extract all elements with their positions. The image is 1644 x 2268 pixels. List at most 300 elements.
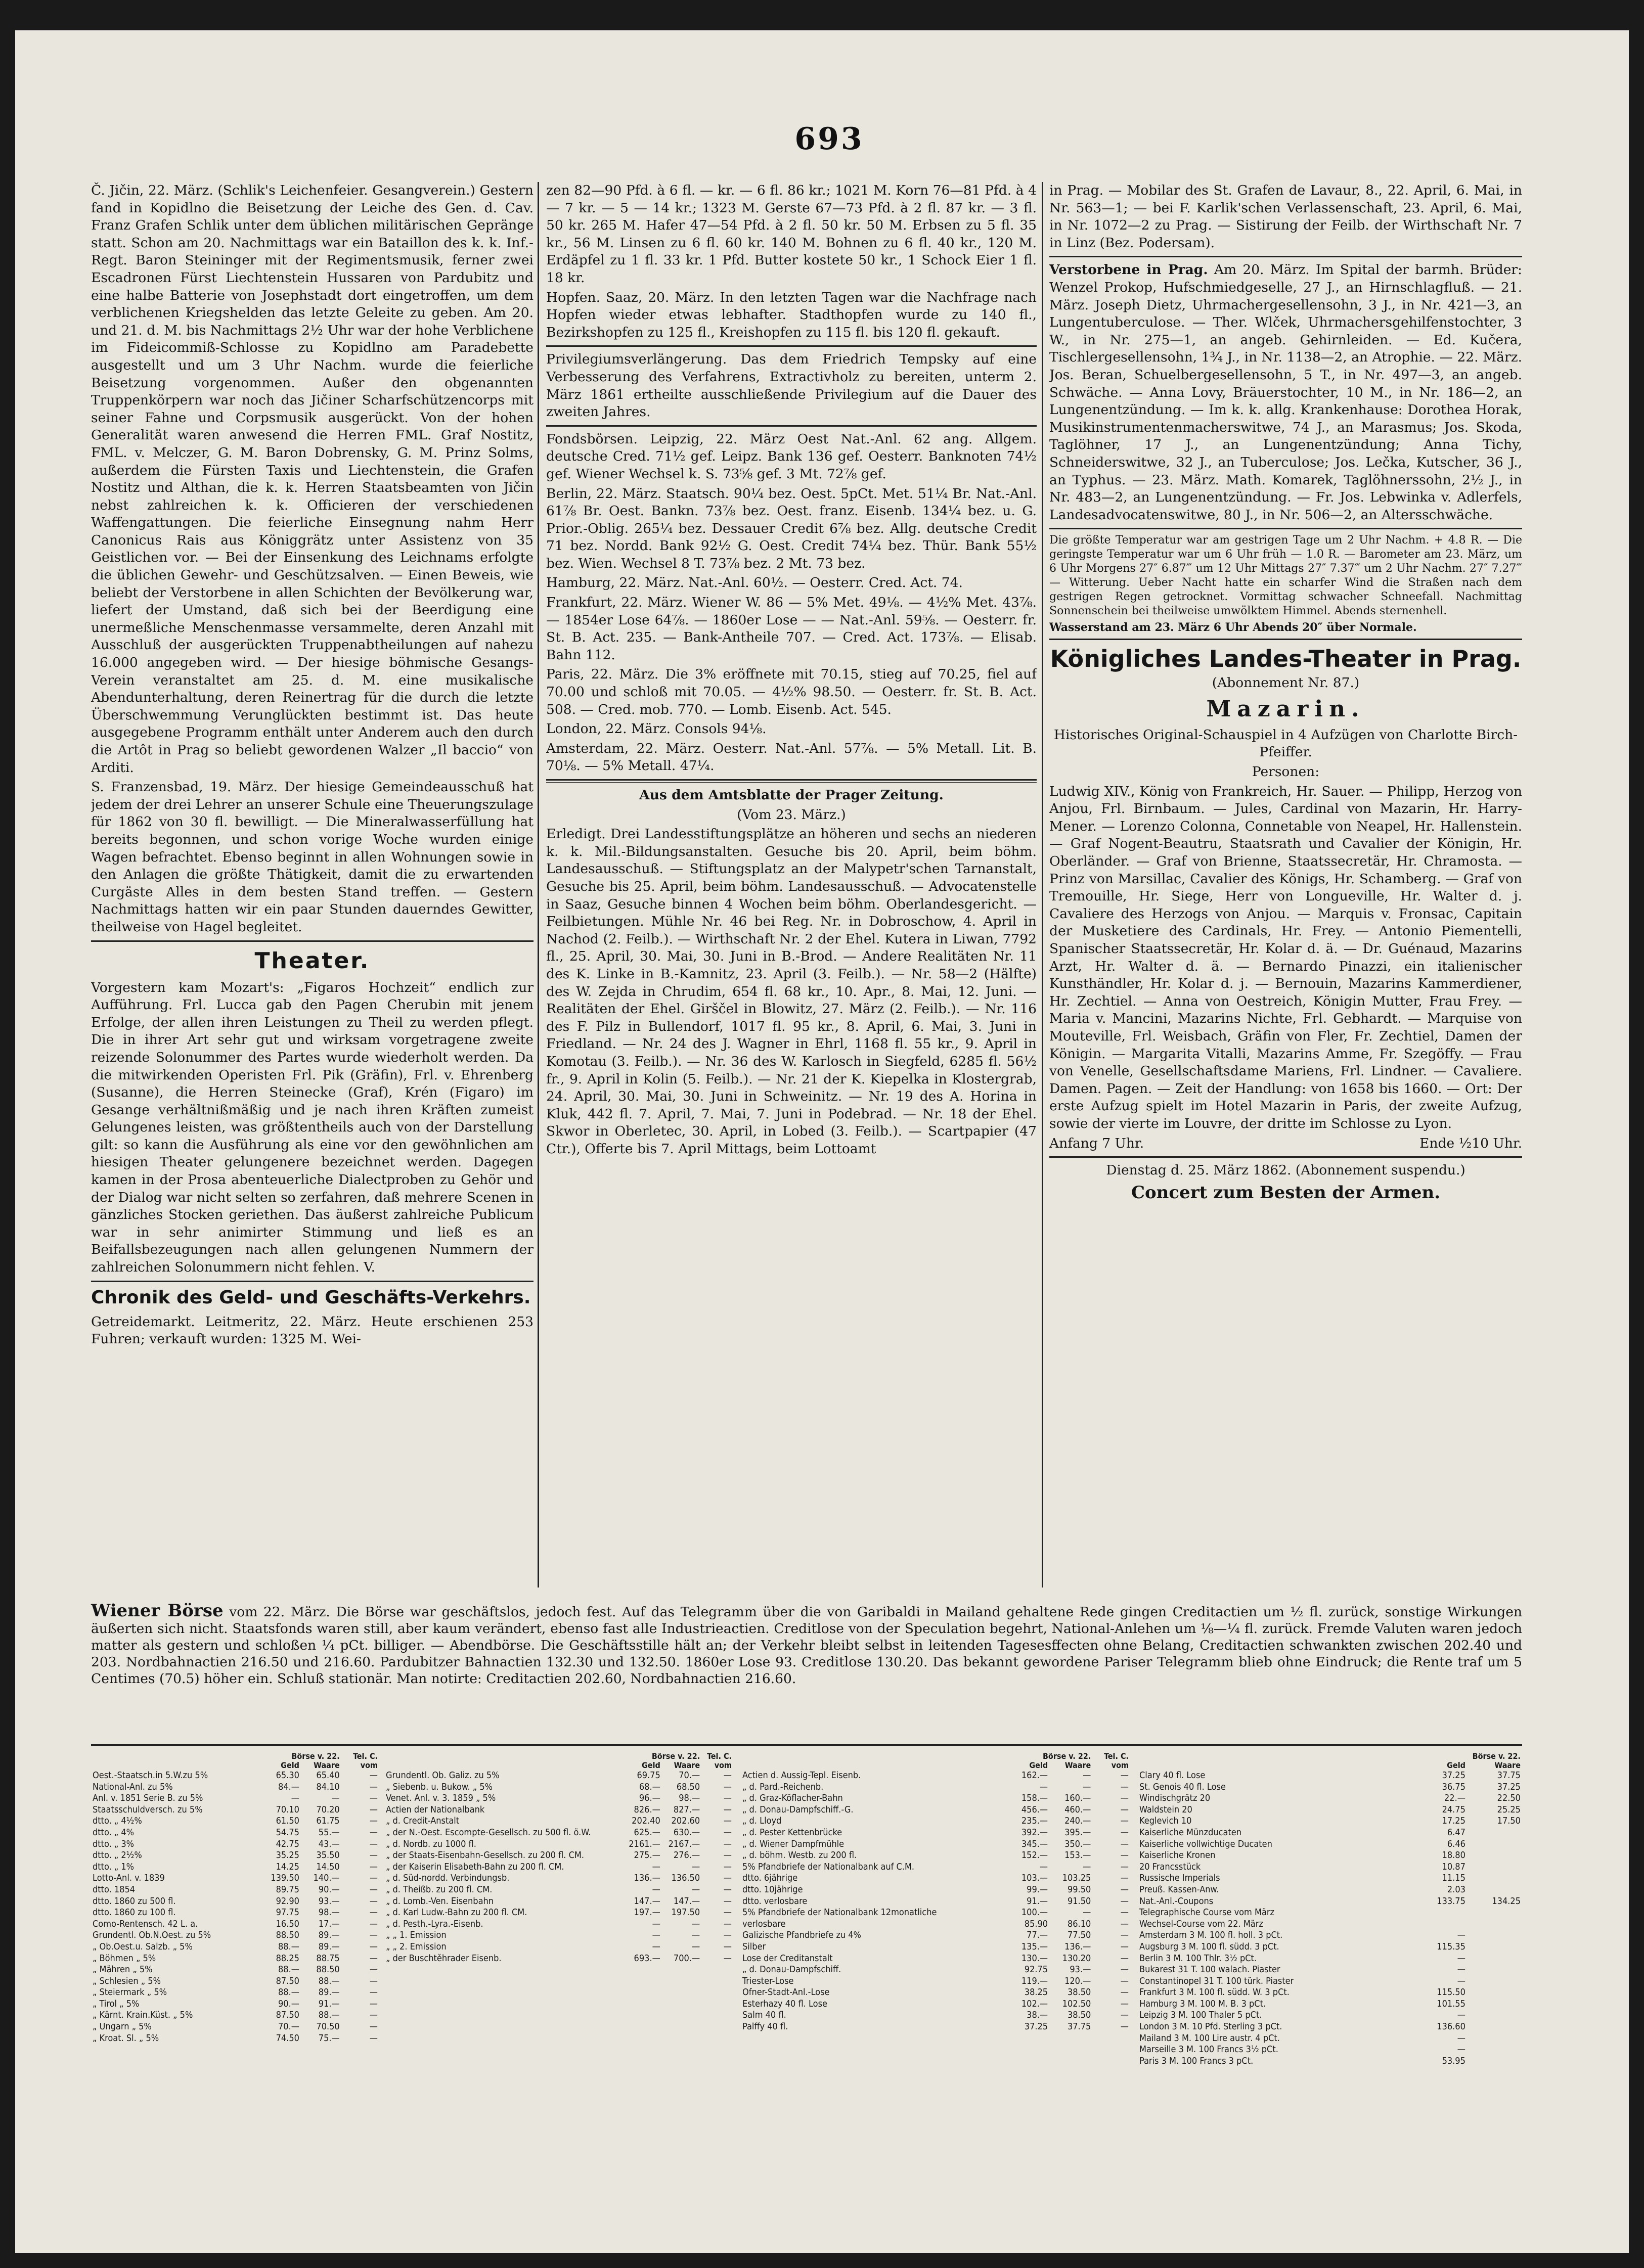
price-value: 103.25 [1062, 1873, 1091, 1884]
divider [91, 940, 534, 942]
header-waare: Waare [1494, 1761, 1521, 1770]
price-value: — [1457, 1953, 1465, 1964]
table-row [1138, 1941, 1522, 1953]
security-name: Salm 40 fl. [742, 2010, 786, 2021]
price-value [1467, 2010, 1522, 2021]
security-name: „ Steiermark „ 5% [93, 1987, 167, 1998]
price-value: — [1457, 1975, 1465, 1986]
price-value: — [723, 1918, 732, 1929]
price-value [1467, 2044, 1522, 2056]
price-value: 101.55 [1437, 1998, 1465, 2009]
amtsblatt-heading: Aus dem Amtsblatte der Prager Zeitung. [639, 787, 944, 803]
security-name: Anl. v. 1851 Serie B. zu 5% [93, 1793, 203, 1804]
price-value: 17.25 [1442, 1816, 1465, 1827]
price-value: 53.95 [1442, 2055, 1465, 2066]
price-value: 92.90 [276, 1895, 299, 1907]
price-value: — [691, 1861, 700, 1872]
getreide-prices: zen 82—90 Pfd. à 6 fl. — kr. — 6 fl. 86 kr.; 1021 M. Korn 76—81 Pfd. à 4 — 7 kr. — 5 — 14 kr.; 1323 M. Gerste 67—73 Pfd. à 2 fl. 87 kr. — 3 fl. 50 kr. 265 M. Hafer 47—54 Pfd. à 2 fl. 50 kr. 50 M. Erbsen zu 5 fl. 35 kr., 56 M. Linsen zu 6 fl. 60 kr. 140 M. Bohnen zu 6 fl. 40 kr., 120 M. Erdäpfel zu 1 fl. 33 kr. 1 Pfd. Butter kostete 50 kr., 1 Schock Eier 1 fl. 18 kr. [546, 183, 1037, 286]
price-value: 102.— [1021, 1998, 1048, 2009]
price-value: 630.— [673, 1827, 700, 1838]
price-value: 25.25 [1497, 1804, 1521, 1815]
header-vom: vom [360, 1761, 378, 1770]
price-value: 84.10 [316, 1781, 340, 1792]
table-header-row [91, 1752, 379, 1761]
price-value: 202.60 [671, 1816, 700, 1827]
price-value: 75.— [318, 2032, 340, 2044]
price-value: 88.50 [276, 1930, 299, 1941]
price-value [1412, 1907, 1467, 1919]
price-value: 235.— [1021, 1816, 1048, 1827]
security-name: dtto. 1860 zu 500 fl. [93, 1895, 176, 1907]
security-name: Windischgrätz 20 [1139, 1793, 1211, 1804]
price-value: 158.— [1021, 1793, 1048, 1804]
price-value: 392.— [1021, 1827, 1048, 1838]
price-value: 55.— [318, 1827, 340, 1838]
security-name: Esterhazy 40 fl. Lose [742, 1998, 827, 2009]
table-row [91, 1827, 379, 1839]
security-name: 20 Francsstück [1139, 1861, 1201, 1872]
security-name: „ Ob.Oest.u. Salzb. „ 5% [93, 1941, 193, 1952]
table-row [91, 1907, 379, 1919]
table-row [384, 1827, 733, 1839]
price-value: — [723, 1873, 732, 1884]
price-value: 88.— [278, 1941, 299, 1952]
security-name: Palffy 40 fl. [742, 2021, 788, 2032]
price-value: 61.50 [276, 1816, 299, 1827]
price-value: 87.50 [276, 1975, 299, 1986]
price-value: 197.— [634, 1907, 660, 1918]
table-row [1138, 1907, 1522, 1919]
price-value [1467, 1907, 1522, 1919]
price-value: — [369, 1975, 378, 1986]
price-value: — [369, 1907, 378, 1918]
security-name: „ Kroat. Sl. „ 5% [93, 2032, 159, 2044]
table-row [741, 1953, 1130, 1965]
article-franzensbad: S. Franzensbad, 19. März. Der hiesige Gemeindeausschuß hat jedem der drei Lehrer an unserer Schule eine Theuerungszulage für 1862 von 30 fl. bewilligt. — Die Mineralwasserfüllung hat bereits begonnen, und schon vorige Woche wurden einige Wagen befrachtet. Ebenso beginnt in allen Wohnungen sowie in den Anlagen die größte Thätigkeit, damit die zu erwartenden Curgäste Alles in dem besten Stand treffen. — Gestern Nachmittags hatten wir ein paar Stunden dauerndes Gewitter, theilweise von Hagel begleitet. [91, 779, 534, 935]
newspaper-page [15, 30, 1629, 2253]
price-value: 147.— [634, 1895, 660, 1907]
price-value: 38.25 [1024, 1987, 1048, 1998]
verstorbene-heading: Verstorbene in Prag. [1049, 262, 1208, 278]
price-value: 88.50 [316, 1964, 340, 1975]
price-value: 90.— [278, 1998, 299, 2009]
security-name: „ Böhmen „ 5% [93, 1953, 156, 1964]
price-value: 6.46 [1447, 1838, 1465, 1849]
price-value: 70.— [278, 2021, 299, 2032]
fondsboersen-hamburg: Hamburg, 22. März. Nat.-Anl. 60½. — Oesterr. Cred. Act. 74. [546, 575, 963, 591]
security-name: Lotto-Anl. v. 1839 [93, 1873, 165, 1884]
price-value: 2167.— [668, 1838, 700, 1849]
price-value: 625.— [634, 1827, 660, 1838]
price-value: — [723, 1953, 732, 1964]
table-row [91, 2021, 379, 2033]
price-value: 98.— [679, 1793, 700, 1804]
fondsboersen-paris: Paris, 22. März. Die 3% eröffnete mit 70.15, stieg auf 70.25, fiel auf 70.00 und schloß mit 70.05. — 4½% 98.50. — Oesterr. fr. St. B. Act. 508. — Cred. mob. 770. — Lomb. Eisenb. Act. 545. [546, 666, 1037, 717]
security-name: Mailand 3 M. 100 Lire austr. 4 pCt. [1139, 2032, 1280, 2044]
price-value: 91.— [318, 1998, 340, 2009]
wasserstand: Wasserstand am 23. März 6 Uhr Abends 20″ über Normale. [1049, 621, 1417, 634]
price-value: — [369, 2021, 378, 2032]
price-value: 18.80 [1442, 1850, 1465, 1861]
price-value: 77.50 [1067, 1930, 1091, 1941]
price-value: — [1120, 1953, 1129, 1964]
price-value [1467, 1941, 1522, 1953]
price-value: — [1120, 1781, 1129, 1792]
column-rule-2 [1042, 182, 1043, 1587]
price-value: 119.— [1021, 1975, 1048, 1986]
table-row [741, 1862, 1130, 1873]
table-row [384, 1953, 733, 1965]
double-divider [546, 779, 1037, 783]
ende: Ende ½10 Uhr. [1419, 1135, 1522, 1151]
header-tel: Tel. C. [707, 1752, 732, 1761]
price-value: 96.— [639, 1793, 660, 1804]
theater-heading: Theater. [254, 947, 370, 974]
price-value: — [369, 1861, 378, 1872]
header-spacer [384, 1761, 622, 1770]
table-row [384, 1896, 733, 1908]
table-row [741, 1976, 1130, 1987]
table-row [1138, 1976, 1522, 1987]
price-value: 130.20 [1062, 1953, 1091, 1964]
security-name: London 3 M. 10 Pfd. Sterling 3 pCt. [1139, 2021, 1282, 2032]
price-value: — [369, 1827, 378, 1838]
price-value: 10.87 [1442, 1861, 1465, 1872]
security-name: dtto. „ 3% [93, 1838, 135, 1849]
price-value: 37.25 [1024, 2021, 1048, 2032]
header-vom: vom [1111, 1761, 1129, 1770]
table-row [741, 1827, 1130, 1839]
price-value: — [1457, 1930, 1465, 1941]
price-value: 37.75 [1497, 1770, 1521, 1781]
amtsblatt-date: (Vom 23. März.) [737, 806, 846, 823]
security-name: Oest.-Staatsch.in 5.W.zu 5% [93, 1770, 208, 1781]
price-value: — [369, 1998, 378, 2009]
price-value: — [1457, 2044, 1465, 2055]
price-value: 88.— [318, 1975, 340, 1986]
table-header-row [741, 1752, 1130, 1761]
price-value: 456.— [1021, 1804, 1048, 1815]
price-value: 135.— [1021, 1941, 1048, 1952]
theater-review: Vorgestern kam Mozart's: „Figaros Hochzeit“ endlich zur Aufführung. Frl. Lucca gab den Pagen Cherubin mit jenem Erfolge, der allen ihren Leistungen zu Theil zu werden pflegt. Die in ihrer Art sehr gut und wirksam vorgetragene zweite reizende Solonummer des Partes wurde wiederholt werden. Da die mitwirkenden Operisten Frl. Pik (Gräfin), Frl. v. Ehrenberg (Susanne), die Herren Steinecke (Graf), Krén (Figaro) im Gesange verhältnißmäßig und je nach ihren Kräften zumeist Gelungenes leisten, was größtentheils auch von der Darstellung gilt: so kann die Ausführung als eine vor den gewöhnlichen am hiesigen Theater gelungenere bezeichnet werden. Dagegen kamen in der Prosa abenteuerliche Dialectproben zu Gehör und der Dialog war nicht selten so zerfahren, daß mehrere Scenen in gänzliches Stocken geriethen. Das äußerst zahlreiche Publicum war in sehr animirter Stimmung und ließ es an Beifallsbezeugungen nach allen gelungenen Nummern der zahlreichen Solonummern nicht fehlen. V. [91, 979, 534, 1276]
security-name: Amsterdam 3 M. 100 fl. holl. 3 pCt. [1139, 1930, 1283, 1941]
security-name: „ Kärnt. Krain.Küst. „ 5% [93, 2010, 193, 2021]
security-name: dtto. „ 4½% [93, 1816, 142, 1827]
table-row [741, 1839, 1130, 1850]
price-value [1467, 1873, 1522, 1884]
price-value: 70.— [679, 1770, 700, 1781]
table-header-row [384, 1761, 733, 1770]
price-value: — [652, 1884, 660, 1895]
security-name: „ der Staats-Eisenbahn-Gesellsch. zu 200 fl. CM. [386, 1850, 584, 1861]
table-row [1138, 2056, 1522, 2067]
price-value: 100.— [1021, 1907, 1048, 1918]
divider [1049, 639, 1522, 640]
price-value: 350.— [1064, 1838, 1091, 1849]
price-value [1467, 1964, 1522, 1976]
price-value [1467, 1850, 1522, 1862]
table-row [384, 1873, 733, 1884]
price-value: — [1120, 1941, 1129, 1952]
price-value: — [369, 1895, 378, 1907]
security-name: „ d. Lloyd [742, 1816, 782, 1827]
table-row [91, 1896, 379, 1908]
table-row [384, 1839, 733, 1850]
table-row [741, 1919, 1130, 1930]
security-name: „ d. Süd-nordd. Verbindungsb. [386, 1873, 510, 1884]
table-row [1138, 2010, 1522, 2021]
fondsboersen-berlin: Berlin, 22. März. Staatsch. 90¼ bez. Oest. 5pCt. Met. 51¼ Br. Nat.-Anl. 61⅞ Br. Oest. Bankn. 73⅞ bez. Oest. franz. Eisenb. 134¼ bez. u. G. Prior.-Oblig. 265¼ bez. Dessauer Credit 6⅞ bez. Allg. deutsche Credit 71 bez. Nordd. Bank 92½ G. Oest. Credit 74¼ bez. Thür. Bank 55½ bez. Wien. Wechsel 8 T. 73⅞ bez. 2 Mt. 73 bez. [546, 485, 1037, 571]
price-value: 37.25 [1442, 1770, 1465, 1781]
price-value: 54.75 [276, 1827, 299, 1838]
security-name: „ „ 1. Emission [386, 1930, 447, 1941]
table-row [1138, 1816, 1522, 1827]
personen-label: Personen: [1252, 764, 1320, 780]
price-value: — [369, 1816, 378, 1827]
price-value: — [369, 1804, 378, 1815]
table-row [91, 1873, 379, 1884]
table-row [741, 1793, 1130, 1804]
table-row [384, 1919, 733, 1930]
security-name: dtto. 1860 zu 100 fl. [93, 1907, 176, 1918]
price-value: 88.75 [316, 1953, 340, 1964]
hopfen-report: Hopfen. Saaz, 20. März. In den letzten Tagen war die Nachfrage nach Hopfen wieder etwas lebhafter. Stadthopfen wurde zu 140 fl., Bezirkshopfen zu 125 fl., Kreishopfen zu 115 fl. bis 120 fl. gekauft. [546, 289, 1037, 340]
table-row [91, 1919, 379, 1930]
table-row [1138, 1919, 1522, 1930]
price-value: — [691, 1884, 700, 1895]
price-value: 202.40 [632, 1816, 660, 1827]
price-value: 2.03 [1447, 1884, 1465, 1895]
table-row [1138, 2044, 1522, 2056]
table-header-row [91, 1761, 379, 1770]
divider [91, 1744, 1522, 1746]
table-row [741, 1884, 1130, 1896]
price-value: 700.— [673, 1953, 700, 1964]
price-value: — [652, 1930, 660, 1941]
header-boerse: Börse v. 22. [291, 1752, 340, 1761]
price-value: 115.35 [1437, 1941, 1465, 1952]
price-value: 14.25 [276, 1861, 299, 1872]
security-name: Ofner-Stadt-Anl.-Lose [742, 1987, 830, 1998]
security-name: Leipzig 3 M. 100 Thaler 5 pCt. [1139, 2010, 1262, 2021]
price-value: 89.— [318, 1941, 340, 1952]
table-header-row [384, 1752, 733, 1761]
price-value [1467, 1862, 1522, 1873]
next-performance-date: Dienstag d. 25. März 1862. (Abonnement suspendu.) [1106, 1162, 1465, 1178]
security-name: verlosbare [742, 1918, 786, 1929]
price-value: — [723, 1781, 732, 1792]
security-name: Venet. Anl. v. 3. 1859 „ 5% [386, 1793, 496, 1804]
price-value: 86.10 [1067, 1918, 1091, 1929]
getreidemarkt: Getreidemarkt. Leitmeritz, 22. März. Heute erschienen 253 Fuhren; verkauft wurden: 1325 M. Wei- [91, 1313, 534, 1347]
price-tables [91, 1752, 1522, 2207]
table-row [741, 1999, 1130, 2010]
column-3 [1049, 182, 1522, 1582]
play-title: Mazarin. [1206, 696, 1365, 722]
price-value: — [1120, 1816, 1129, 1827]
security-name: St. Genois 40 fl. Lose [1139, 1781, 1226, 1792]
security-name: Telegraphische Course vom März [1139, 1907, 1275, 1918]
security-name: Hamburg 3 M. 100 M. B. 3 pCt. [1139, 1998, 1266, 2009]
price-value: — [1457, 2032, 1465, 2044]
price-value: — [369, 1781, 378, 1792]
price-value: — [1120, 2010, 1129, 2021]
security-name: „ d. Credit-Anstalt [386, 1816, 460, 1827]
price-value: — [1120, 1793, 1129, 1804]
header-boerse: Börse v. 22. [651, 1752, 700, 1761]
price-value: 6.47 [1447, 1827, 1465, 1838]
price-value: 88.25 [276, 1953, 299, 1964]
security-name: dtto. 10jährige [742, 1884, 803, 1895]
price-value: 89.75 [276, 1884, 299, 1895]
table-row [741, 1770, 1130, 1782]
price-value: 38.50 [1067, 2010, 1091, 2021]
price-value: — [369, 1930, 378, 1941]
price-value: 43.— [318, 1838, 340, 1849]
price-value: 93.— [1070, 1964, 1091, 1975]
abonnement: (Abonnement Nr. 87.) [1212, 675, 1360, 691]
column-2 [546, 182, 1037, 1582]
amtsblatt-continued: in Prag. — Mobilar des St. Grafen de Lavaur, 8., 22. April, 6. Mai, in Nr. 563—1; — bei F. Karlik'schen Verlassenschaft, 23. April, 6. Mai, in Nr. 1072—2 zu Prag. — Sistirung der Feilb. der Wirthschaft Nr. 7 in Linz (Bez. Podersam). [1049, 183, 1522, 251]
price-value: — [1457, 1964, 1465, 1975]
price-value: — [1120, 1884, 1129, 1895]
price-value: 97.75 [276, 1907, 299, 1918]
table-row [91, 1839, 379, 1850]
security-name: Silber [742, 1941, 766, 1952]
price-value: — [723, 1861, 732, 1872]
header-geld: Geld [281, 1761, 299, 1770]
price-value: 91.— [1027, 1895, 1048, 1907]
header-tel: Tel. C. [1104, 1752, 1129, 1761]
price-value: 35.25 [276, 1850, 299, 1861]
price-value: — [369, 1884, 378, 1895]
price-value: — [1120, 1918, 1129, 1929]
price-value: 84.— [278, 1781, 299, 1792]
security-name: Grundentl. Ob.N.Oest. zu 5% [93, 1930, 211, 1941]
table-row [1138, 1850, 1522, 1862]
security-name: Kaiserliche Kronen [1139, 1850, 1216, 1861]
table-row [384, 1770, 733, 1782]
table-row [741, 1964, 1130, 1976]
table-row [91, 1793, 379, 1804]
security-name: „ d. Graz-Köflacher-Bahn [742, 1793, 843, 1804]
security-name: „ d. Donau-Dampfschiff.-G. [742, 1804, 854, 1815]
price-value: 69.75 [637, 1770, 660, 1781]
price-value [1467, 2033, 1522, 2045]
price-value: 99.— [1027, 1884, 1048, 1895]
price-value: 22.— [1444, 1793, 1465, 1804]
table-row [741, 1850, 1130, 1862]
fondsboersen-amsterdam: Amsterdam, 22. März. Oesterr. Nat.-Anl. 57⅞. — 5% Metall. Lit. B. 70⅛. — 5% Metall. 47¼. [546, 740, 1037, 774]
amtsblatt-text: Erledigt. Drei Landesstiftungsplätze an höheren und sechs an niederen k. k. Mil.-Bildungsanstalten. Gesuche bis 20. April, beim böhm. Landesausschuß. — Stiftungsplatz an der Malypetr'schen Tarnanstalt, Gesuche bis 25. April, beim böhm. Landesausschuß. — Advocatenstelle in Saaz, Gesuche binnen 4 Wochen beim böhm. Oberlandesgericht. — Feilbietungen. Mühle Nr. 46 bei Reg. Nr. in Dobroschow, 4. April in Nachod (2. Feilb.). — Wirthschaft Nr. 2 der Ehel. Kutera in Liwan, 7792 fl., 25. April, 30. Mai, 30. Juni in B.-Brod. — Andere Realitäten Nr. 11 des K. Linke in B.-Kamnitz, 23. April (3. Feilb.). — Nr. 58—2 (Hälfte) des W. Zejda in Chrudim, 654 fl. 68 kr., 10. Apr., 8. Mai, 12. Juni. — Realitäten der Ehel. Girščel in Blowitz, 27. März (2. Feilb.). — Nr. 116 des F. Pilz in Bullendorf, 1017 fl. 95 kr., 8. April, 6. Mai, 3. Juni in Friedland. — Nr. 24 des J. Wagner in Ehrl, 1168 fl. 55 kr., 9. April in Komotau (3. Feilb.). — Nr. 36 des W. Karlosch in Siegfeld, 6285 fl. 56½ fr., 9. April in Kolin (5. Feilb.). — Nr. 21 der K. Kiepelka in Klostergrab, 24. April, 30. Mai, 30. Juni in Schweinitz. — Nr. 19 des A. Horina in Kluk, 442 fl. 7. April, 7. Mai, 7. Juni in Podebrad. — Nr. 18 der Ehel. Skwor in Oberletec, 30. April, in Lobed (3. Feilb.). — Scartpapier (47 Ctr.), Offerte bis 7. April Mittags, beim Lottoamt [546, 826, 1037, 1157]
price-value [1467, 2021, 1522, 2033]
table-row [1138, 1896, 1522, 1908]
header-geld: Geld [641, 1761, 660, 1770]
price-value: 130.— [1021, 1953, 1048, 1964]
price-value [1467, 1839, 1522, 1850]
price-value: — [1120, 1827, 1129, 1838]
price-value: 147.— [673, 1895, 700, 1907]
divider [546, 425, 1037, 427]
price-value: — [1120, 1964, 1129, 1975]
security-name: „ Schlesien „ 5% [93, 1975, 161, 1986]
header-tel: Tel. C. [353, 1752, 378, 1761]
price-value: — [1039, 1861, 1048, 1872]
price-value: 2161.— [629, 1838, 660, 1849]
price-value: 827.— [673, 1804, 700, 1815]
price-value: — [723, 1793, 732, 1804]
price-value [1467, 1884, 1522, 1896]
price-value [1467, 1987, 1522, 1999]
price-value: 14.50 [316, 1861, 340, 1872]
price-value: 85.90 [1024, 1918, 1048, 1929]
table-row [741, 1987, 1130, 1999]
price-value: 88.— [278, 1987, 299, 1998]
fondsboersen-frankfurt: Frankfurt, 22. März. Wiener W. 86 — 5% Met. 49⅛. — 4½% Met. 43⅞. — 1854er Lose 64⅞. — 1860er Lose — — Nat.-Anl. 59⅝. — Oesterr. fr. St. B. Act. 235. — Bank-Antheile 707. — Cred. Act. 173⅞. — Elisab. Bahn 112. [546, 595, 1037, 663]
security-name: Galizische Pfandbriefe zu 4% [742, 1930, 861, 1941]
price-value: — [369, 2010, 378, 2021]
header-waare: Waare [314, 1761, 340, 1770]
security-name: Keglevich 10 [1139, 1816, 1192, 1827]
security-name: dtto. verlosbare [742, 1895, 808, 1907]
price-value: 240.— [1064, 1816, 1091, 1827]
play-description: Historisches Original-Schauspiel in 4 Aufzügen von Charlotte Birch-Pfeiffer. [1053, 727, 1518, 760]
price-value: — [723, 1816, 732, 1827]
table-row [1138, 1930, 1522, 1941]
price-value [1467, 1976, 1522, 1987]
price-value: 70.20 [316, 1804, 340, 1815]
table-row [1138, 2021, 1522, 2033]
security-name: Berlin 3 M. 100 Thlr. 3½ pCt. [1139, 1953, 1257, 1964]
table-row [91, 1782, 379, 1793]
boerse-heading: Wiener Börse [91, 1601, 224, 1621]
security-name: Bukarest 31 T. 100 walach. Piaster [1139, 1964, 1280, 1975]
price-value: 120.— [1064, 1975, 1091, 1986]
table-row [91, 2010, 379, 2021]
table-row [741, 1930, 1130, 1941]
price-value: — [1120, 1975, 1129, 1986]
price-value: — [1120, 1861, 1129, 1872]
chronik-heading: Chronik des Geld- und Geschäfts-Verkehrs. [91, 1287, 531, 1308]
price-value: 136.60 [1437, 2021, 1465, 2032]
price-value: 87.50 [276, 2010, 299, 2021]
price-value: 42.75 [276, 1838, 299, 1849]
security-name: Kaiserliche Münzducaten [1139, 1827, 1242, 1838]
price-value: — [723, 1907, 732, 1918]
price-value: — [652, 1941, 660, 1952]
price-value: 826.— [634, 1804, 660, 1815]
divider [546, 345, 1037, 347]
price-value: — [723, 1850, 732, 1861]
security-name: 5% Pfandbriefe der Nationalbank 12monatliche [742, 1907, 937, 1918]
security-name: „ d. böhm. Westb. zu 200 fl. [742, 1850, 857, 1861]
table-row [384, 1862, 733, 1873]
security-name: dtto. 1854 [93, 1884, 136, 1895]
table-row [1138, 1804, 1522, 1816]
table-row [91, 1976, 379, 1987]
security-name: Preuß. Kassen-Anw. [1139, 1884, 1219, 1895]
security-name: Actien d. Aussig-Tepl. Eisenb. [742, 1770, 861, 1781]
table-row [741, 1782, 1130, 1793]
price-value: — [369, 1918, 378, 1929]
price-value: — [691, 1930, 700, 1941]
price-value: 133.75 [1437, 1895, 1465, 1907]
price-value: — [369, 1953, 378, 1964]
price-value: 68.— [639, 1781, 660, 1792]
price-value: 90.— [318, 1884, 340, 1895]
security-name: „ der N.-Oest. Escompte-Gesellsch. zu 500 fl. ö.W. [386, 1827, 591, 1838]
table-row [1138, 1873, 1522, 1884]
